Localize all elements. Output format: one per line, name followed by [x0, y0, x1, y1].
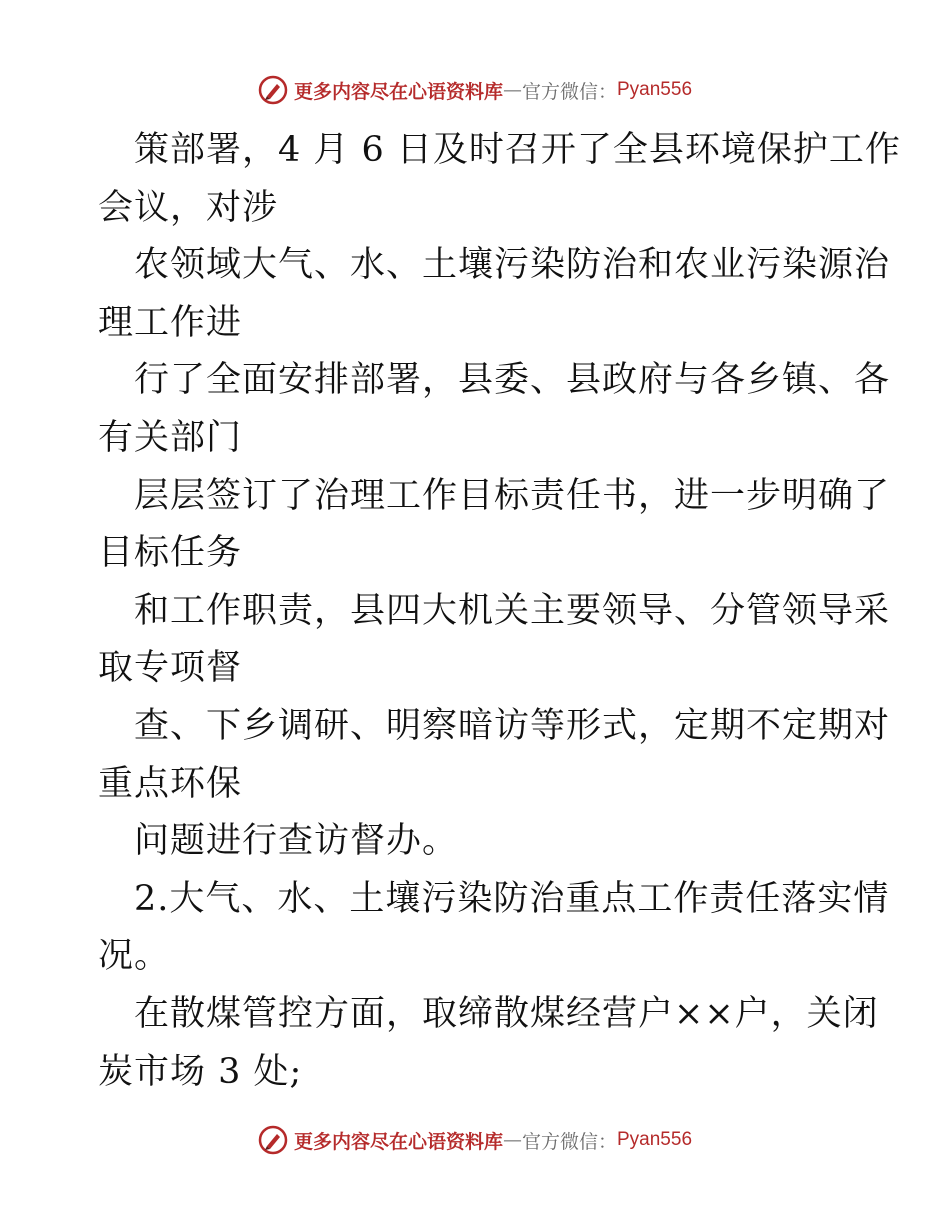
pen-logo-icon [258, 1125, 288, 1155]
text-line: 会议，对涉 [98, 187, 279, 228]
watermark-separator: — [502, 1129, 522, 1151]
text-line: 理工作进 [98, 302, 243, 343]
text-line: 和工作职责，县四大机关主要领导、分管领导采 [134, 590, 891, 631]
text-line: 查、下乡调研、明察暗访等形式，定期不定期对 [134, 705, 891, 746]
text-line: 层层签订了治理工作目标责任书，进一步明确了 [134, 475, 891, 516]
text-line: 炭市场 3 处; [98, 1051, 303, 1092]
text-line: 重点环保 [98, 763, 243, 804]
text-line: 策部署，4 月 6 日及时召开了全县环境保护工作 [134, 130, 901, 170]
watermark-wechat-id: Pyan556 [617, 1129, 693, 1150]
text-line: 问题进行查访督办。 [134, 821, 459, 862]
header-watermark [0, 72, 950, 108]
pen-logo-icon [258, 75, 288, 105]
footer-watermark [0, 1122, 950, 1158]
text-line: 有关部门 [98, 417, 243, 458]
document-body [98, 122, 901, 1101]
text-line: 行了全面安排部署，县委、县政府与各乡镇、各 [134, 360, 891, 401]
text-line: 取专项督 [98, 648, 243, 689]
watermark-sub-text: 官方微信： [521, 80, 617, 103]
watermark-main-text: 更多内容尽在心语资料库 [293, 80, 503, 103]
text-line: 农领域大气、水、土壤污染防治和农业污染源治 [134, 245, 891, 286]
watermark-sub-text: 官方微信： [521, 1130, 617, 1153]
watermark-main-text: 更多内容尽在心语资料库 [293, 1130, 503, 1153]
watermark-wechat-id: Pyan556 [617, 79, 693, 100]
text-line: 目标任务 [98, 533, 243, 574]
text-line: 在散煤管控方面，取缔散煤经营户××户，关闭 [134, 993, 879, 1034]
text-line: 2.大气、水、土壤污染防治重点工作责任落实情 [134, 878, 890, 919]
text-line: 况。 [98, 936, 171, 977]
watermark-separator: — [502, 79, 522, 101]
